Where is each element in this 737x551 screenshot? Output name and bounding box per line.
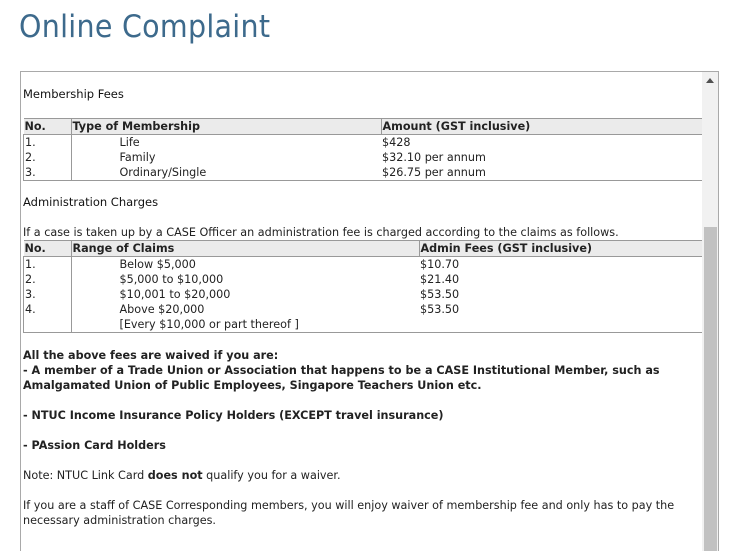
row-range: $10,001 to $20,000: [119, 288, 231, 301]
row-no: 2.: [24, 272, 72, 287]
row-range: Below $5,000: [119, 258, 196, 271]
staff-waiver-note: If you are a staff of CASE Corresponding members, you will enjoy waiver of membership fee and only has to pay the necessary administration charges.: [23, 499, 675, 527]
row-type: Life: [119, 136, 140, 149]
scroll-up-arrow-icon[interactable]: [702, 72, 718, 88]
vertical-scrollbar[interactable]: [702, 72, 718, 551]
note-suffix: qualify you for a waiver.: [202, 469, 341, 482]
membership-fees-heading: Membership Fees: [23, 87, 124, 101]
row-amount: $26.75 per annum: [381, 165, 703, 181]
row-fee: $53.50: [420, 303, 460, 316]
table-row: [24, 272, 704, 287]
table-row: [24, 287, 704, 302]
waiver-title: All the above fees are waived if you are:: [23, 349, 279, 362]
table-row: [24, 150, 704, 165]
row-no: 1.: [24, 135, 72, 151]
row-type: Family: [119, 151, 156, 164]
admin-charges-heading: Administration Charges: [23, 195, 159, 209]
link-card-note: [23, 468, 701, 483]
row-no: 4.: [24, 302, 72, 317]
waiver-item-trade-union: - A member of a Trade Union or Association that happens to be a CASE Institutional Member, such as Amalgamated Union of Public Employees, Singapore Teachers Union etc.: [23, 364, 660, 392]
col-header-no: No.: [24, 119, 72, 135]
row-amount: $428: [382, 136, 411, 149]
table-row: [24, 317, 704, 333]
col-header-type: Type of Membership: [71, 119, 381, 135]
waiver-item-passion-card: - PAssion Card Holders: [23, 439, 166, 452]
row-type: Ordinary/Single: [71, 165, 381, 181]
row-no: 1.: [24, 257, 72, 273]
row-fee: [419, 317, 703, 333]
table-row: [24, 165, 704, 181]
row-range: [Every $10,000 or part thereof ]: [71, 317, 419, 333]
table-row: [24, 302, 704, 317]
note-prefix: Note: NTUC Link Card: [23, 469, 148, 482]
waiver-item-ntuc-income: - NTUC Income Insurance Policy Holders (EXCEPT travel insurance): [23, 409, 444, 422]
note-emphasis: does not: [147, 469, 203, 482]
row-no: 2.: [24, 150, 72, 165]
row-no: 3.: [24, 287, 72, 302]
row-fee: $10.70: [420, 258, 460, 271]
col-header-fee: Admin Fees (GST inclusive): [419, 241, 703, 257]
col-header-amount: Amount (GST inclusive): [381, 119, 703, 135]
row-range: Above $20,000: [119, 303, 205, 316]
page-title: Online Complaint: [19, 9, 271, 45]
admin-fees-table: [23, 240, 703, 333]
content-frame[interactable]: [20, 71, 719, 551]
table-row: [24, 135, 704, 151]
row-no: [24, 317, 72, 333]
row-amount: $32.10 per annum: [382, 151, 486, 164]
row-range: $5,000 to $10,000: [119, 273, 224, 286]
row-no: 3.: [24, 165, 72, 181]
table-row: [24, 257, 704, 273]
row-fee: $53.50: [420, 288, 460, 301]
scroll-thumb[interactable]: [704, 227, 717, 551]
row-fee: $21.40: [420, 273, 460, 286]
col-header-no: No.: [24, 241, 72, 257]
admin-intro: If a case is taken up by a CASE Officer an administration fee is charged according to the claims as follows.: [23, 226, 619, 239]
membership-fees-table: [23, 118, 703, 181]
col-header-range: Range of Claims: [71, 241, 419, 257]
